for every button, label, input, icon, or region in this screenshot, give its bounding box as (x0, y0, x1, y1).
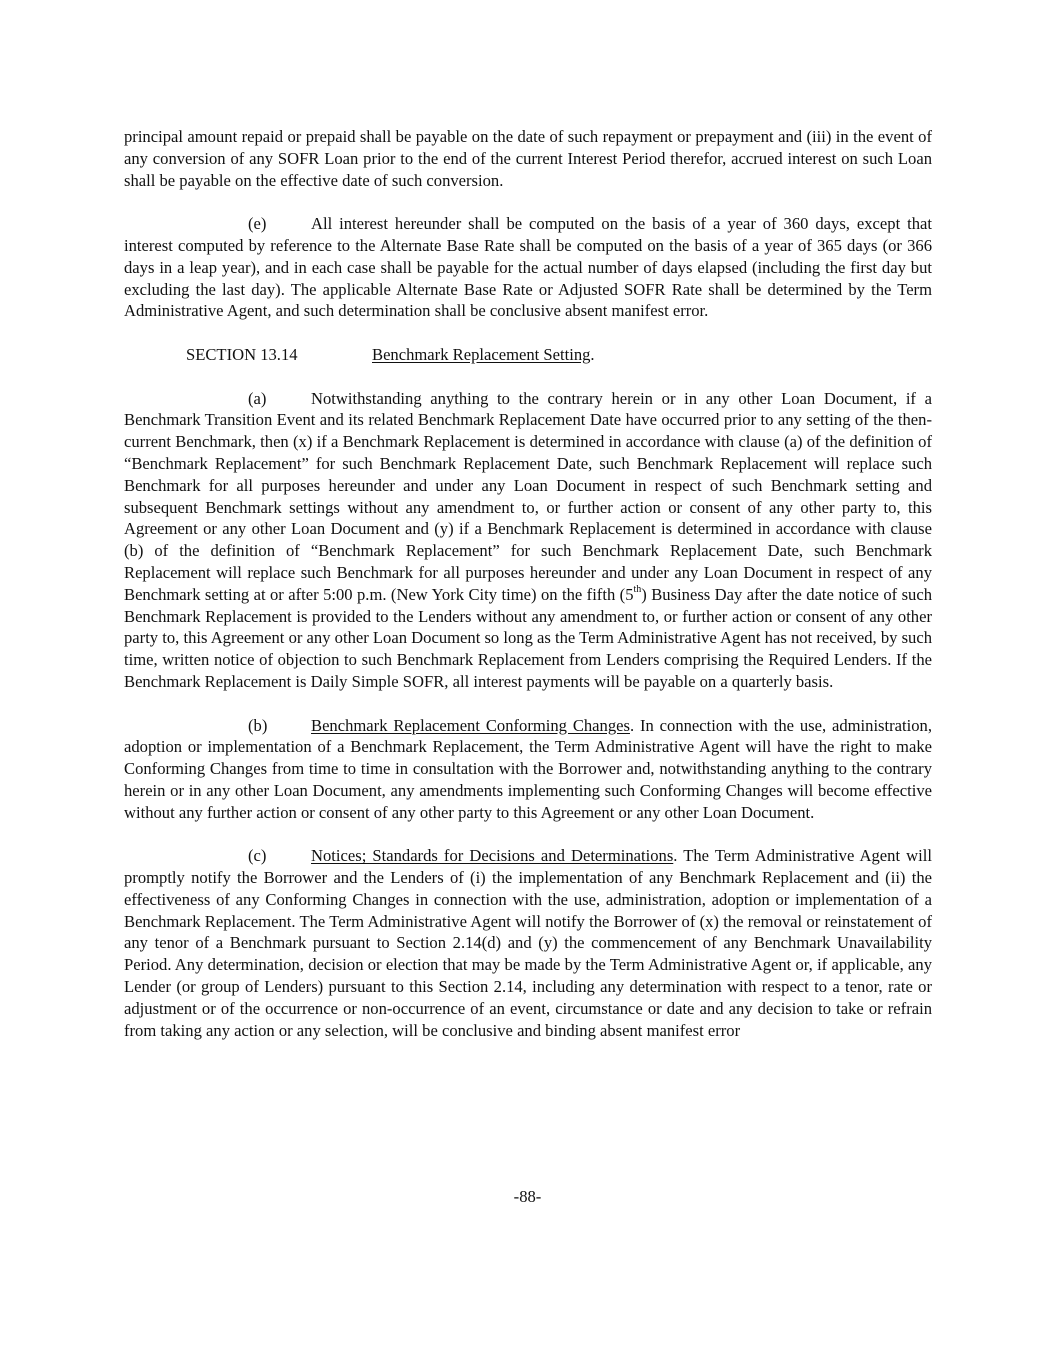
paragraph-e-label: (e) (248, 214, 267, 234)
paragraph-b-heading-suffix: . (629, 715, 635, 735)
section-heading (124, 344, 932, 366)
paragraph-c-heading-suffix: . (673, 846, 678, 866)
section-number: SECTION 13.14 (186, 344, 298, 364)
paragraph-b-heading: Benchmark Replacement Conforming Changes (311, 715, 630, 735)
paragraph-a-text-2: ) Business Day after the date notice of such Benchmark Replacement is provided to the Lenders without any amendment to, or further action or consent of any other party to, this Agreement or any other Loan Document so long as the Term Administrative Agent has not received, by such time, written notice of objection to such Benchmark Replacement from Lenders comprising the Required Lenders. If the Benchmark Replacement is Daily Simple SOFR, all interest payments will be payable on a quarterly basis. (124, 584, 932, 691)
paragraph-b-label: (b) (248, 715, 268, 735)
document-page (124, 126, 932, 1041)
paragraph-b-text: In connection with the use, administration, adoption or implementation of a Benchmark Replacement, the Term Administrative Agent will have the right to make Conforming Changes from time to time in consultation with the Borrower and, notwithstanding anything to the contrary herein or in any other Loan Document, any amendments implementing such Conforming Changes will become effective without any further action or consent of any other party to this Agreement or any other Loan Document. (124, 715, 932, 822)
paragraph-a-label: (a) (248, 388, 267, 408)
intro-text: principal amount repaid or prepaid shall be payable on the date of such repayment or prepayment and (iii) in the event of any conversion of any SOFR Loan prior to the end of the current Interest Period therefor, accrued interest on such Loan shall be payable on the effective date of such conversion. (124, 127, 932, 190)
paragraph-a (124, 388, 932, 693)
paragraph-c (124, 845, 932, 1041)
intro-paragraph (124, 126, 932, 191)
paragraph-c-heading: Notices; Standards for Decisions and Determinations (311, 846, 674, 866)
section-title-suffix: . (590, 344, 595, 364)
paragraph-c-label: (c) (248, 846, 267, 866)
paragraph-e-text: All interest hereunder shall be computed on the basis of a year of 360 days, except that interest computed by reference to the Alternate Base Rate shall be computed on the basis of a year of 365 days (or 366 days in a leap year), and in each case shall be payable for the actual number of days elapsed (including the first day but excluding the last day). The applicable Alternate Base Rate or Adjusted SOFR Rate shall be determined by the Term Administrative Agent, and such determination shall be conclusive absent manifest error. (124, 214, 932, 321)
paragraph-e (124, 213, 932, 322)
section-title: Benchmark Replacement Setting (372, 344, 591, 364)
page-number: -88- (513, 1187, 542, 1206)
paragraph-b (124, 715, 932, 824)
paragraph-c-text: The Term Administrative Agent will promptly notify the Borrower and the Lenders of (i) the implementation of any Benchmark Replacement and (ii) the effectiveness of any Conforming Changes in connection with the use, administration, adoption or implementation of a Benchmark Replacement. The Term Administrative Agent will notify the Borrower of (x) the removal or reinstatement of any tenor of a Benchmark pursuant to Section 2.14(d) and (y) the commencement of any Benchmark Unavailability Period. Any determination, decision or election that may be made by the Term Administrative Agent or, if applicable, any Lender (or group of Lenders) pursuant to this Section 2.14, including any determination with respect to a tenor, rate or adjustment or of the occurrence or non-occurrence of an event, circumstance or date and any decision to take or refrain from taking any action or any selection, will be conclusive and binding absent manifest error (124, 846, 932, 1040)
paragraph-a-text-1: Notwithstanding anything to the contrary herein or in any other Loan Document, if a Benchmark Transition Event and its related Benchmark Replacement Date have occurred prior to any setting of the then-current Benchmark, then (x) if a Benchmark Replacement is determined in accordance with clause (a) of the definition of “Benchmark Replacement” for such Benchmark Replacement Date, such Benchmark Replacement will replace such Benchmark for all purposes hereunder and under any Loan Document in respect of such Benchmark setting and subsequent Benchmark settings without any amendment to, or further action or consent of any other party to, this Agreement or any other Loan Document and (y) if a Benchmark Replacement is determined in accordance with clause (b) of the definition of “Benchmark Replacement” for such Benchmark Replacement Date, such Benchmark Replacement will replace such Benchmark for all purposes hereunder and under any Loan Document in respect of any Benchmark setting at or after 5:00 p.m. (New York City time) on the fifth (5 (124, 388, 932, 604)
ordinal-superscript: th (633, 584, 642, 596)
